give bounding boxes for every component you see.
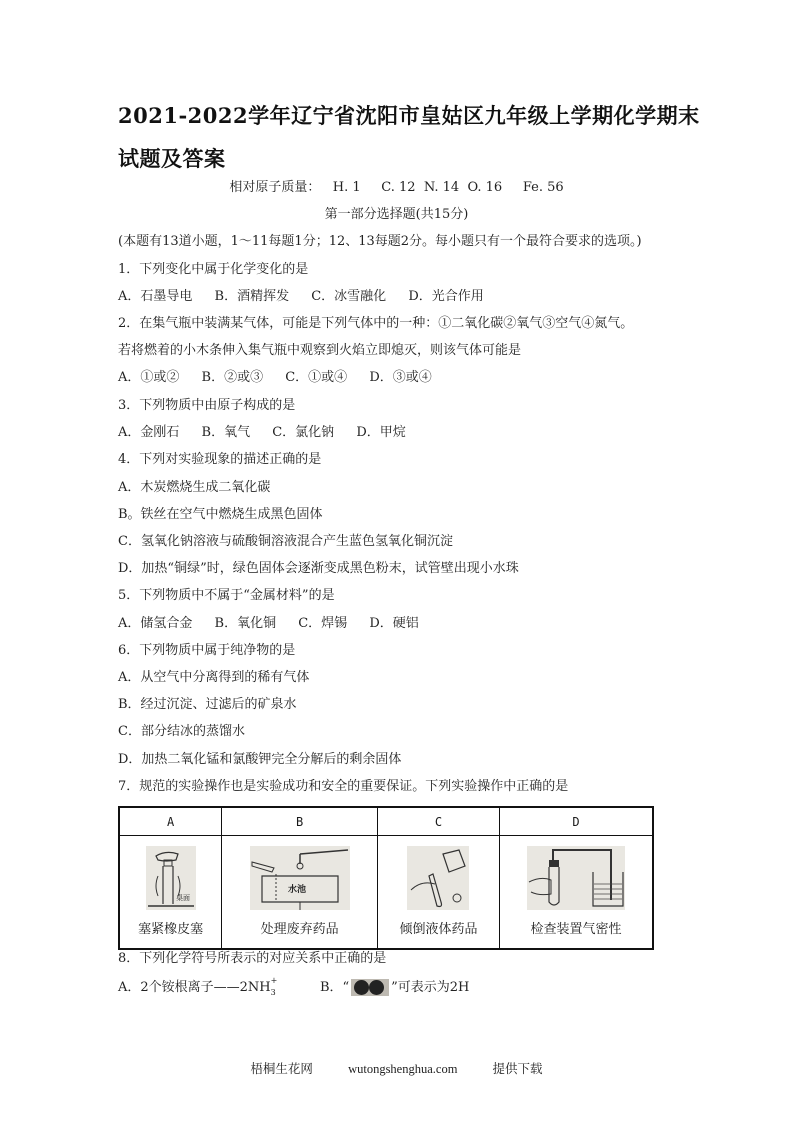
page-footer	[0, 1059, 793, 1077]
table-cell-c	[378, 836, 500, 950]
option-c: C．氯化钠	[272, 425, 335, 440]
instructions: (本题有13道小题，1～11每题1分；12、13每题2分。每小题只有一个最符合要求的选项。)	[118, 234, 642, 249]
option-b: B．酒精挥发	[214, 289, 290, 304]
question-1-options	[118, 289, 502, 305]
question-8-stem: 8．下列化学符号所表示的对应关系中正确的是	[118, 951, 387, 966]
sink-disposal-illustration-icon	[250, 846, 350, 910]
two-hydrogen-atoms-icon	[351, 979, 389, 996]
option-a: A．①或②	[118, 370, 180, 385]
option-a: A．2个铵根离子——2NH + 3	[118, 976, 278, 997]
question-2-stem: 2．在集气瓶中装满某气体，可能是下列气体中的一种：①二氧化碳②氧气③空气④氮气。	[118, 316, 634, 331]
question-7-stem: 7．规范的实验操作也是实验成功和安全的重要保证。下列实验操作中正确的是	[118, 779, 569, 794]
question-6-option-d: D．加热二氧化锰和氯酸钾完全分解后的剩余固体	[118, 752, 402, 767]
footer-site-url[interactable]: wutongshenghua.com	[348, 1062, 458, 1076]
option-c: C．焊锡	[298, 616, 348, 631]
airtightness-check-illustration-icon	[527, 846, 625, 910]
table-cell-d	[499, 836, 653, 950]
option-c: C．①或④	[285, 370, 348, 385]
document-title-line1: 2021-2022学年辽宁省沈阳市皇姑区九年级上学期化学期末	[118, 103, 700, 128]
table-header-d: D	[499, 807, 653, 836]
caption-c: 倾倒液体药品	[399, 922, 478, 937]
table-row	[119, 836, 653, 950]
stopper-illustration-icon	[146, 846, 196, 910]
question-4-option-b: B。铁丝在空气中燃烧生成黑色固体	[118, 507, 323, 522]
option-a: A．石墨导电	[118, 289, 193, 304]
option-d: D．光合作用	[408, 289, 484, 304]
option-d: D．甲烷	[356, 425, 406, 440]
option-a: A．金刚石	[118, 425, 180, 440]
svg-text:桌面: 桌面	[175, 894, 190, 902]
question-8-options	[118, 976, 470, 997]
pour-liquid-illustration-icon	[407, 846, 469, 910]
option-a: A．储氢合金	[118, 616, 193, 631]
question-4-option-a: A．木炭燃烧生成二氧化碳	[118, 480, 271, 495]
question-2-stem-continued: 若将燃着的小木条伸入集气瓶中观察到火焰立即熄灭，则该气体可能是	[118, 343, 522, 358]
question-5-options	[118, 616, 437, 632]
option-c: C．冰雪融化	[311, 289, 387, 304]
question-6-option-b: B．经过沉淀、过滤后的矿泉水	[118, 697, 297, 712]
question-4-option-c: C．氢氧化钠溶液与硫酸铜溶液混合产生蓝色氢氧化铜沉淀	[118, 534, 453, 549]
question-6-option-a: A．从空气中分离得到的稀有气体	[118, 670, 310, 685]
document-title-line2: 试题及答案	[118, 146, 226, 171]
atomic-masses: 相对原子质量： H. 1 C. 12 N. 14 O. 16 Fe. 56	[229, 180, 564, 195]
table-header-b: B	[222, 807, 378, 836]
caption-a: 塞紧橡皮塞	[138, 922, 204, 937]
question-5-stem: 5．下列物质中不属于“金属材料”的是	[118, 588, 335, 603]
question-7-operations-table	[118, 806, 654, 950]
section-title: 第一部分选择题(共15分)	[324, 207, 469, 222]
option-d: D．硬铝	[369, 616, 419, 631]
caption-b: 处理废弃药品	[260, 922, 339, 937]
question-4-option-d: D．加热“铜绿”时，绿色固体会逐渐变成黑色粉末，试管壁出现小水珠	[118, 561, 519, 576]
question-1-stem: 1．下列变化中属于化学变化的是	[118, 262, 309, 277]
option-d: D．③或④	[369, 370, 432, 385]
option-b: B．“ ”可表示为2H	[319, 980, 470, 995]
option-b: B．氧化铜	[214, 616, 277, 631]
question-3-stem: 3．下列物质中由原子构成的是	[118, 398, 296, 413]
footer-site-name: 梧桐生花网	[250, 1062, 313, 1076]
question-2-options	[118, 370, 450, 386]
question-3-options	[118, 425, 424, 441]
option-b: B．氧气	[201, 425, 251, 440]
option-b: B．②或③	[201, 370, 264, 385]
footer-note: 提供下载	[492, 1062, 543, 1076]
question-6-option-c: C．部分结冰的蒸馏水	[118, 724, 245, 739]
question-4-stem: 4．下列对实验现象的描述正确的是	[118, 452, 322, 467]
svg-text:水池: 水池	[287, 885, 306, 895]
caption-d: 检查装置气密性	[530, 922, 622, 937]
table-cell-b	[222, 836, 378, 950]
question-6-stem: 6．下列物质中属于纯净物的是	[118, 643, 296, 658]
table-header-c: C	[378, 807, 500, 836]
table-header-row	[119, 807, 653, 836]
table-cell-a	[119, 836, 222, 950]
table-header-a: A	[119, 807, 222, 836]
